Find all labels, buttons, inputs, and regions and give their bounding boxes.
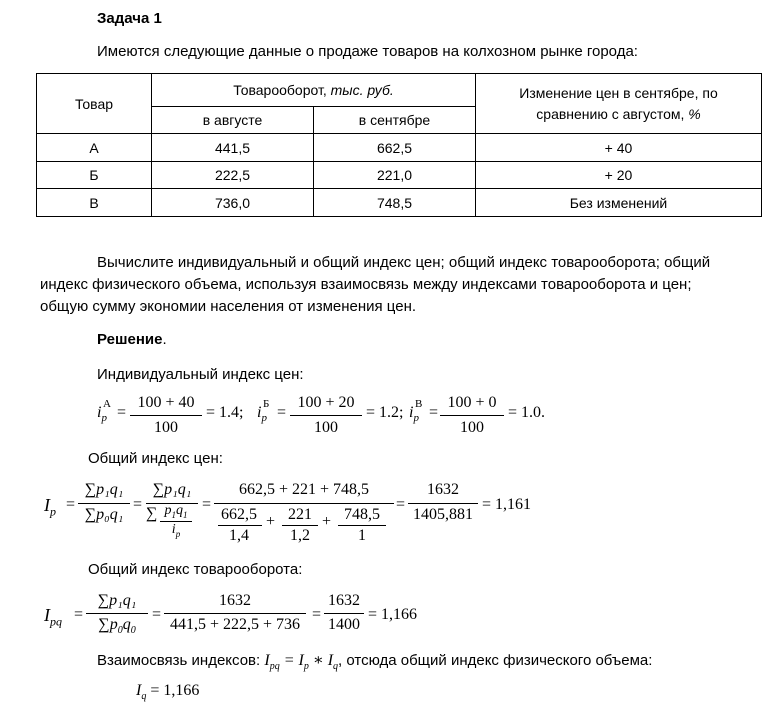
- fraction-numerator: 100 + 40: [137, 394, 195, 411]
- general-price-index-label: Общий индекс цен:: [88, 450, 223, 467]
- index-superscript: А: [103, 398, 111, 410]
- fraction-numerator: 1632: [427, 481, 459, 498]
- index-superscript: В: [415, 398, 423, 410]
- fraction-numerator: 1632: [328, 592, 360, 609]
- table-row: [37, 162, 762, 189]
- general-price-result: = 1,161: [482, 496, 532, 513]
- cell-august: 736,0: [152, 189, 314, 217]
- table-row: [37, 134, 762, 162]
- index-relation-line: Взаимосвязь индексов: $I_{pq} = I_p$ ∗ $I_q$, отсюда общий индекс физического объема:: [97, 652, 653, 673]
- fraction-denominator: 441,5 + 222,5 + 736: [169, 616, 301, 633]
- header-product: Товар: [37, 74, 152, 134]
- individual-index-label: Индивидуальный индекс цен:: [97, 366, 304, 383]
- index-result: = 1.0.: [508, 404, 546, 421]
- index-symbol: $i_p$: [409, 404, 419, 425]
- fraction-numerator: 662,5 + 221 + 748,5: [238, 481, 370, 498]
- header-august: в августе: [152, 107, 314, 134]
- index-result: = 1.4;: [206, 404, 244, 421]
- table-row: [37, 189, 762, 217]
- sales-table: [36, 73, 762, 217]
- cell-product: А: [37, 134, 152, 162]
- question-line-2: индекс физического объема, используя взаимосвязь между индексами товарооборота и цен;: [40, 276, 692, 293]
- fraction-numerator: 100 + 0: [447, 394, 497, 411]
- index-symbol: $i_p$: [257, 404, 267, 425]
- fraction-denominator: 1405,881: [413, 506, 473, 523]
- cell-september: 748,5: [314, 189, 476, 217]
- header-price-change: Изменение цен в сентябре, по сравнению с августом, %: [476, 74, 762, 134]
- cell-august: 222,5: [152, 162, 314, 189]
- fraction-bar: [324, 613, 364, 614]
- index-superscript: Б: [263, 398, 270, 410]
- cell-change: + 20: [476, 162, 762, 189]
- fraction-denominator: 100: [460, 419, 484, 436]
- header-september: в сентябре: [314, 107, 476, 134]
- cell-august: 441,5: [152, 134, 314, 162]
- intro-text: Имеются следующие данные о продаже товаров на колхозном рынке города:: [97, 43, 638, 60]
- cell-product: В: [37, 189, 152, 217]
- cell-product: Б: [37, 162, 152, 189]
- cut-off-line: $I_q = 1,166$: [136, 682, 200, 702]
- turnover-index-label: Общий индекс товарооборота:: [88, 561, 303, 578]
- fraction-numerator: ∑p₁q₁: [84, 481, 124, 498]
- fraction-bar: [130, 415, 202, 416]
- fraction-denominator: 1400: [328, 616, 360, 633]
- index-result: = 1.2;: [366, 404, 404, 421]
- fraction-denominator: ∑p₀q₁: [84, 506, 124, 523]
- fraction-bar: [78, 503, 130, 504]
- cell-change: + 40: [476, 134, 762, 162]
- fraction-numerator: ∑p₁q₁: [97, 592, 137, 609]
- fraction-bar: [86, 613, 148, 614]
- solution-heading: Решение.: [97, 331, 167, 348]
- fraction-denominator: 100: [154, 419, 178, 436]
- fraction-bar: [290, 415, 362, 416]
- turnover-result: = 1,166: [368, 606, 418, 623]
- index-symbol: $i_p$: [97, 404, 107, 425]
- fraction-numerator: 1632: [219, 592, 251, 609]
- question-line-1: Вычислите индивидуальный и общий индекс цен; общий индекс товарооборота; общий: [97, 254, 711, 271]
- question-line-3: общую сумму экономии населения от изменения цен.: [40, 298, 417, 315]
- cell-september: 221,0: [314, 162, 476, 189]
- fraction-numerator: 100 + 20: [297, 394, 355, 411]
- fraction-bar: [214, 503, 394, 504]
- cell-september: 662,5: [314, 134, 476, 162]
- header-turnover: Товарооборот, тыс. руб.: [152, 74, 476, 107]
- fraction-bar: [440, 415, 504, 416]
- task-title: Задача 1: [97, 10, 162, 27]
- fraction-denominator: 100: [314, 419, 338, 436]
- cell-change: Без изменений: [476, 189, 762, 217]
- fraction-bar: [164, 613, 306, 614]
- fraction-numerator: ∑p₁q₁: [152, 481, 192, 498]
- fraction-bar: [408, 503, 478, 504]
